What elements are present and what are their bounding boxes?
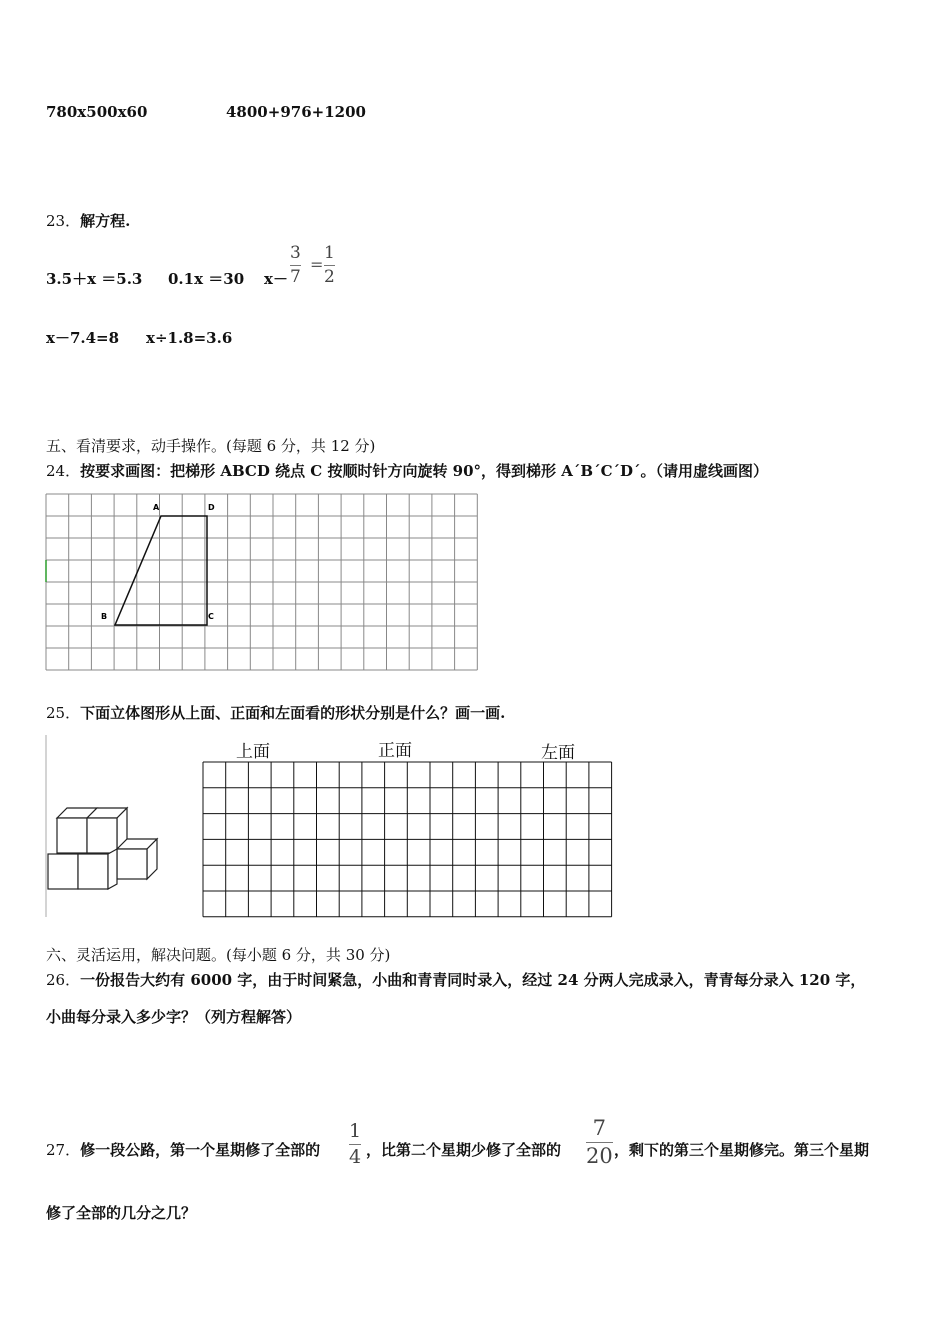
point-label-d: D (208, 503, 215, 512)
q23-equation-4: x－7.4=8 (46, 329, 120, 347)
q25-text: 下面立体图形从上面、正面和左面看的形状分别是什么？画一画. (80, 704, 506, 722)
fraction-numerator: 1 (324, 243, 335, 263)
q23-fraction-3-7 (290, 245, 301, 286)
q27-text-part-2: ，比第二个星期少修了全部的 (366, 1141, 562, 1159)
q27-line-2: 修了全部的几分之几？ (46, 1204, 197, 1222)
q23-heading (46, 214, 130, 229)
q26-number: 26． (46, 971, 81, 989)
q23-number: 23． (46, 212, 81, 230)
q24-number: 24． (46, 462, 81, 480)
view-label-left: 左面 (541, 743, 575, 763)
calc-expression-2: 4800+976+1200 (226, 103, 366, 121)
q23-equation-1: 3.5＋x ＝5.3 (46, 270, 143, 288)
view-label-front: 正面 (378, 741, 412, 761)
trapezoid-abcd (115, 516, 207, 625)
q23-title: 解方程. (80, 212, 131, 230)
q27-line-1 (46, 1143, 320, 1158)
q27-number: 27． (46, 1141, 81, 1159)
q27-text-part-3: ，剩下的第三个星期修完。第三个星期 (614, 1141, 870, 1159)
q26-line-2: 小曲每分录入多少字？（列方程解答） (46, 1008, 302, 1026)
q23-equation-3-prefix: x－ (264, 270, 288, 288)
point-label-c: C (208, 612, 214, 621)
fraction-numerator: 3 (290, 243, 301, 263)
q23-equation-2: 0.1x ＝30 (168, 270, 245, 288)
cube-stack-figure (48, 808, 157, 889)
view-label-top: 上面 (236, 742, 270, 762)
q26-line-1 (46, 973, 865, 988)
q26-text-line-1: 一份报告大约有 6000 字，由于时间紧急，小曲和青青同时录入，经过 24 分两人完成录入，青青每分录入 120 字， (80, 971, 866, 989)
q23-equation-5: x÷1.8=3.6 (146, 329, 233, 347)
q27-fraction-7-20 (586, 1118, 613, 1167)
q27-text-part-1: 修一段公路，第一个星期修了全部的 (80, 1141, 321, 1159)
section-6-heading: 六、灵活运用，解决问题。(每小题 6 分，共 30 分) (46, 946, 391, 964)
point-label-a: A (153, 503, 160, 512)
fraction-denominator: 4 (349, 1146, 362, 1168)
calc-expression-1: 780x500x60 (46, 103, 148, 121)
fraction-denominator: 7 (290, 267, 301, 287)
q23-equals-sign: = (310, 255, 324, 274)
q23-fraction-1-2 (324, 245, 335, 286)
q25-heading (46, 706, 505, 721)
fraction-denominator: 20 (586, 1144, 613, 1168)
fraction-denominator: 2 (324, 267, 335, 287)
fraction-numerator: 1 (349, 1120, 362, 1142)
fraction-numerator: 7 (592, 1116, 607, 1140)
q25-number: 25． (46, 704, 81, 722)
q24-text: 按要求画图：把梯形 ABCD 绕点 C 按顺时针方向旋转 90°，得到梯形 A´B´C´D´。（请用虚线画图） (80, 462, 769, 480)
q24-heading (46, 464, 768, 479)
section-5-heading: 五、看清要求，动手操作。(每题 6 分，共 12 分) (46, 437, 376, 455)
point-label-b: B (101, 612, 108, 621)
q27-fraction-1-4 (349, 1122, 361, 1167)
